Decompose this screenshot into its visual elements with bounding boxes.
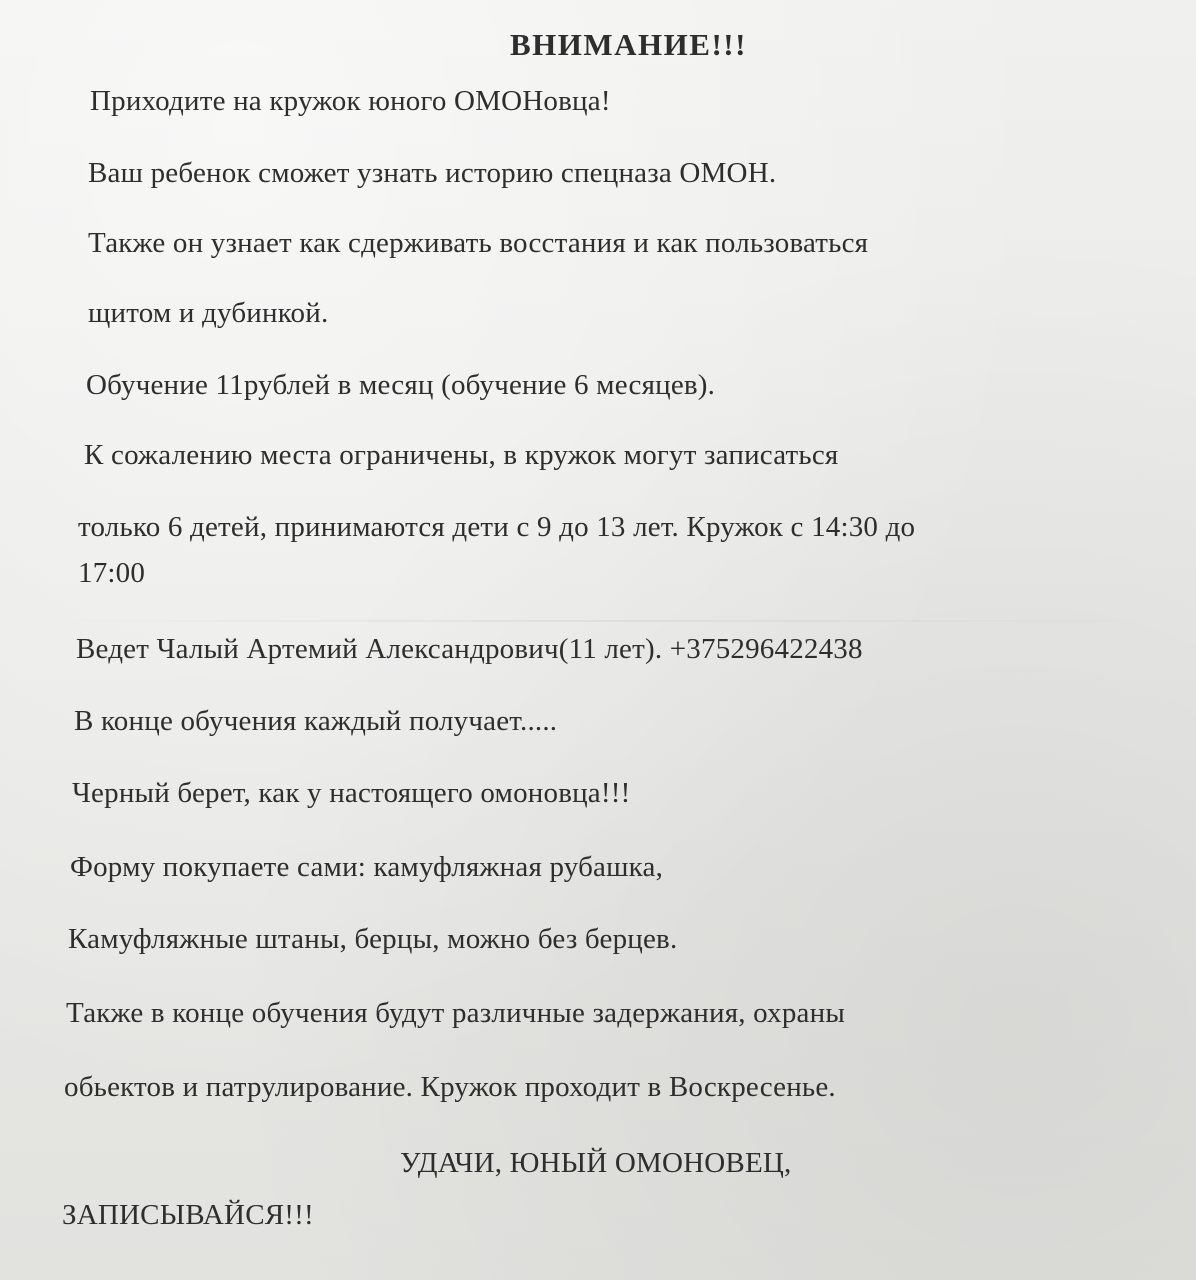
paper-fold <box>0 620 1196 622</box>
notice-line-4: щитом и дубинкой. <box>88 297 329 329</box>
notice-line-12: Форму покупаете сами: камуфляжная рубашка, <box>70 851 664 883</box>
notice-line-1: Приходите на кружок юного ОМОНовца! <box>90 85 611 117</box>
notice-line-2: Ваш ребенок сможет узнать историю спецназа ОМОН. <box>88 157 777 189</box>
notice-line-5: Обучение 11рублей в месяц (обучение 6 месяцев). <box>86 369 716 401</box>
notice-line-13: Камуфляжные штаны, берцы, можно без берцев. <box>68 923 678 955</box>
notice-line-8: 17:00 <box>78 557 146 589</box>
notice-line-6: К сожалению места ограничены, в кружок могут записаться <box>84 439 839 471</box>
notice-line-9: Ведет Чалый Артемий Александрович(11 лет). +375296422438 <box>76 633 863 665</box>
notice-line-14: Также в конце обучения будут различные задержания, охраны <box>66 997 846 1029</box>
notice-line-11: Черный берет, как у настоящего омоновца!!! <box>72 777 631 809</box>
closing-call: ЗАПИСЫВАЙСЯ!!! <box>62 1199 314 1231</box>
notice-line-7: только 6 детей, принимаются дети с 9 до 13 лет. Кружок с 14:30 до <box>78 511 916 543</box>
notice-line-3: Также он узнает как сдерживать восстания и как пользоваться <box>88 227 869 259</box>
notice-title: ВНИМАНИЕ!!! <box>510 27 747 62</box>
notice-line-10: В конце обучения каждый получает..... <box>74 705 558 737</box>
closing-wish: УДАЧИ, ЮНЫЙ ОМОНОВЕЦ, <box>400 1147 792 1179</box>
notice-line-15: обьектов и патрулирование. Кружок проходит в Воскресенье. <box>64 1071 836 1103</box>
